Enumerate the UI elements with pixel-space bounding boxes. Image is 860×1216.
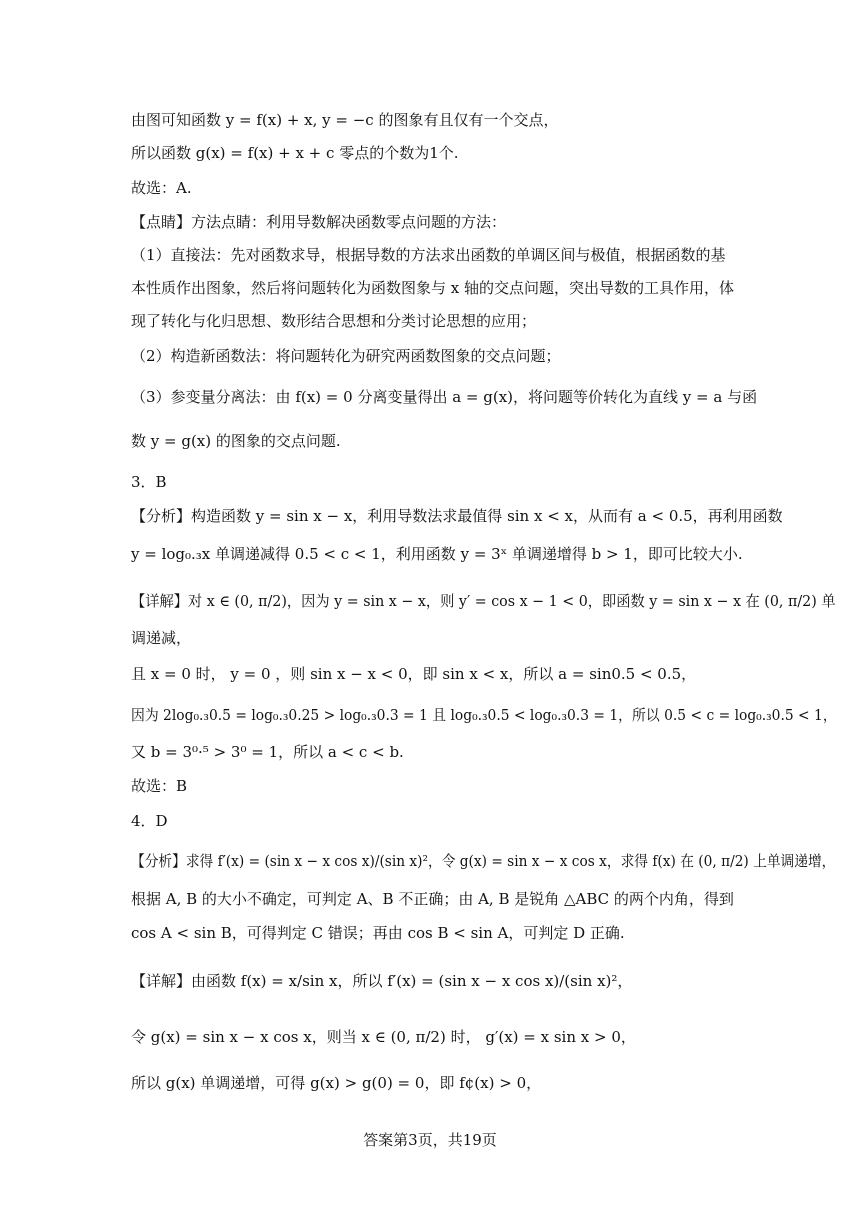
text-line: 【详解】由函数 f(x) = x/sin x，所以 f′(x) = (sin x − x cos x)/(sin x)²， xyxy=(131,972,633,990)
text-line: 又 b = 3⁰·⁵ > 3⁰ = 1，所以 a < c < b. xyxy=(131,743,404,761)
text-line: 令 g(x) = sin x − x cos x，则当 x ∈ (0, π/2) 时， g′(x) = x sin x > 0， xyxy=(131,1028,636,1046)
text-line: 故选：B xyxy=(131,777,188,795)
text-line: 调递减， xyxy=(131,629,192,647)
text-line: 本性质作出图象，然后将问题转化为函数图象与 x 轴的交点问题，突出导数的工具作用，体 xyxy=(131,279,734,297)
text-line: 由图可知函数 y = f(x) + x, y = −c 的图象有且仅有一个交点， xyxy=(131,111,559,129)
text-line: y = log₀.₃x 单调递减得 0.5 < c < 1，利用函数 y = 3ˣ 单调递增得 b > 1，即可比较大小. xyxy=(131,545,743,563)
text-line: 根据 A, B 的大小不确定，可判定 A、B 不正确；由 A, B 是锐角 △ABC 的两个内角，得到 xyxy=(131,890,734,908)
page-footer: 答案第3页，共19页 xyxy=(363,1131,497,1149)
text-line: 【详解】对 x ∈ (0, π/2)，因为 y = sin x − x，则 y′ = cos x − 1 < 0，即函数 y = sin x − x 在 (0, π/2) 单 xyxy=(131,592,836,610)
text-line: （2）构造新函数法：将问题转化为研究两函数图象的交点问题； xyxy=(131,347,561,365)
text-line: 因为 2log₀.₃0.5 = log₀.₃0.25 > log₀.₃0.3 = 1 且 log₀.₃0.5 < log₀.₃0.3 = 1，所以 0.5 < c = log₀.₃0.5 < 1， xyxy=(131,706,837,724)
question-number: 3．B xyxy=(131,473,167,491)
text-line: 数 y = g(x) 的图象的交点问题. xyxy=(131,432,341,450)
text-line: cos A < sin B，可得判定 C 错误；再由 cos B < sin A，可判定 D 正确. xyxy=(131,924,625,942)
question-number: 4．D xyxy=(131,812,168,830)
text-line: 【点睛】方法点睛：利用导数解决函数零点问题的方法： xyxy=(131,213,507,231)
text-line: （1）直接法：先对函数求导，根据导数的方法求出函数的单调区间与极值，根据函数的基 xyxy=(131,246,726,264)
text-line: 【分析】构造函数 y = sin x − x，利用导数法求最值得 sin x < x，从而有 a < 0.5，再利用函数 xyxy=(131,507,783,525)
text-line: 【分析】求得 f′(x) = (sin x − x cos x)/(sin x)²，令 g(x) = sin x − x cos x，求得 f(x) 在 (0, π/2) 上单调递增， xyxy=(131,852,836,870)
text-line: （3）参变量分离法：由 f(x) = 0 分离变量得出 a = g(x)，将问题等价转化为直线 y = a 与函 xyxy=(131,388,758,406)
text-line: 所以函数 g(x) = f(x) + x + c 零点的个数为1个. xyxy=(131,144,459,162)
text-line: 所以 g(x) 单调递增，可得 g(x) > g(0) = 0，即 f¢(x) > 0， xyxy=(131,1074,542,1092)
text-line: 故选：A. xyxy=(131,179,192,197)
text-line: 现了转化与化归思想、数形结合思想和分类讨论思想的应用； xyxy=(131,312,537,330)
text-line: 且 x = 0 时， y = 0 ，则 sin x − x < 0，即 sin x < x，所以 a = sin0.5 < 0.5， xyxy=(131,665,697,683)
